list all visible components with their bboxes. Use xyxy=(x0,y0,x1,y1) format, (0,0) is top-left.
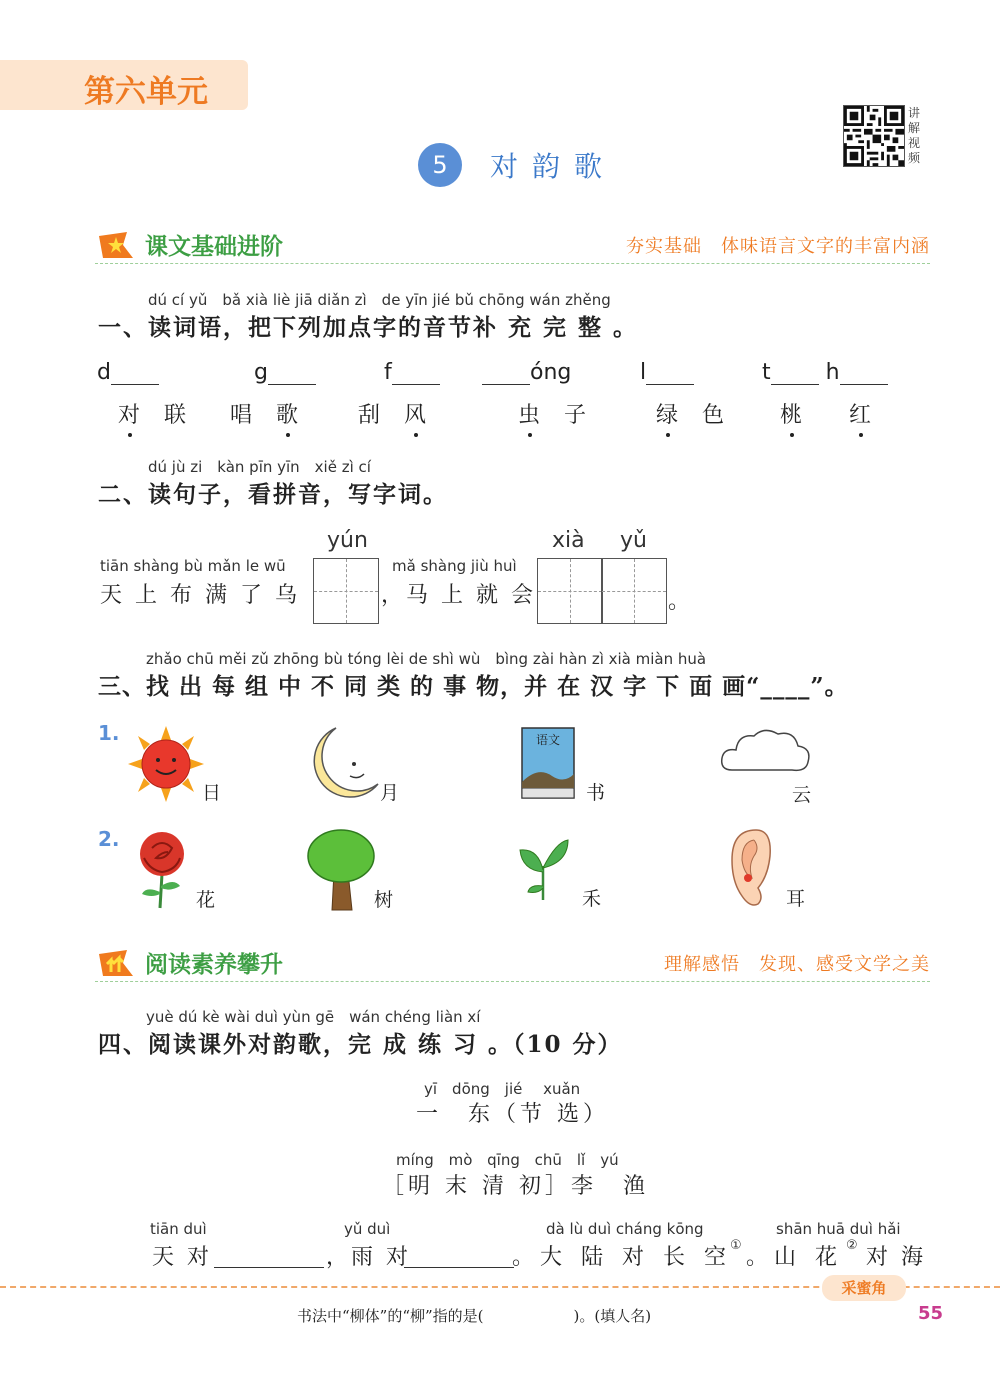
poem-line-pinyin-2: yǔ duì xyxy=(344,1220,391,1238)
poem-line-1b: ，雨 对 xyxy=(326,1245,411,1270)
book-cover-text: 语文 xyxy=(535,733,561,747)
q3-item-moon[interactable]: 月 xyxy=(380,782,400,804)
poem-title: 一 东（节 选） xyxy=(416,1102,609,1127)
q2-sentence-1: 天 上 布 满 了 乌 xyxy=(100,583,300,608)
footer-tag: 采蜜角 xyxy=(822,1275,906,1301)
poem-line-pinyin-1: tiān duì xyxy=(150,1220,207,1238)
poem-author-pinyin: míng mò qīng chū lǐ yú xyxy=(396,1151,619,1169)
q3-group-2-index: 2. xyxy=(98,827,120,851)
q1-word-4: 虫 子 xyxy=(518,403,588,428)
section-title: 阅读素养攀升 xyxy=(145,952,283,978)
poem-author: ［明 末 清 初］李 渔 xyxy=(382,1174,649,1199)
q4-pinyin: yuè dú kè wài duì yùn gē wán chéng liàn xí xyxy=(146,1008,481,1026)
poem-blank-2[interactable] xyxy=(404,1246,514,1268)
book-icon xyxy=(518,726,578,800)
q2-writing-box-3[interactable] xyxy=(601,558,667,624)
q3-item-book[interactable]: 书 xyxy=(586,782,606,804)
poem-blank-1[interactable] xyxy=(214,1246,324,1268)
q1-word-3: 刮 风 xyxy=(358,403,428,428)
poem-title-pinyin: yī dōng jié xuǎn xyxy=(424,1080,581,1098)
q1-blank-3[interactable]: f xyxy=(384,360,440,385)
q1-word-6: 桃 红 xyxy=(780,403,873,428)
footer-question: 书法中“柳体”的“柳”指的是( )。(填人名) xyxy=(297,1307,652,1325)
q3-item-cloud[interactable]: 云 xyxy=(792,784,812,806)
q2-box1-pinyin: yún xyxy=(327,528,368,553)
q1-blank-4[interactable]: óng xyxy=(482,360,571,385)
section-header-reading xyxy=(95,946,930,982)
lesson-title: 对韵歌 xyxy=(490,150,617,183)
q1-blank-2[interactable]: g xyxy=(254,360,316,385)
poem-note-2: ② xyxy=(846,1238,858,1253)
sun-icon xyxy=(126,726,206,802)
section-subtitle: 夯实基础 体味语言文字的丰富内涵 xyxy=(626,236,930,257)
poem-line-1e: 对 海 xyxy=(866,1245,926,1270)
q2-sentence-2: ，马 上 就 会 xyxy=(381,583,536,608)
seedling-icon xyxy=(516,836,570,902)
rose-icon xyxy=(130,830,194,910)
q3-item-flower[interactable]: 花 xyxy=(196,889,216,911)
poem-line-pinyin-4: shān huā duì hǎi xyxy=(776,1220,901,1238)
arrows-flag-icon xyxy=(97,948,135,978)
lesson-heading xyxy=(418,140,616,190)
lesson-number: 5 xyxy=(418,143,462,187)
q4-prompt: 四、阅读课外对韵歌，完 成 练 习 。（10 分） xyxy=(98,1031,623,1058)
section-title: 课文基础进阶 xyxy=(145,234,283,260)
q3-pinyin: zhǎo chū měi zǔ zhōng bù tóng lèi de shì wù bìng zài hàn zì xià miàn huà xyxy=(146,650,707,668)
q2-end-mark: 。 xyxy=(668,589,692,614)
q1-word-5: 绿 色 xyxy=(656,403,726,428)
poem-line-1a: 天 对 xyxy=(152,1245,212,1270)
q1-word-2: 唱 歌 xyxy=(230,403,300,428)
q1-prompt: 一、读词语，把下列加点字的音节补 充 完 整 。 xyxy=(98,314,639,341)
tree-icon xyxy=(306,828,376,912)
poem-line-pinyin-3: dà lù duì cháng kōng xyxy=(546,1220,704,1238)
cloud-icon xyxy=(718,726,814,778)
q3-group-1-index: 1. xyxy=(98,721,120,745)
q2-writing-box-2[interactable] xyxy=(537,558,603,624)
unit-tab xyxy=(0,60,248,110)
q2-sentence-pinyin-2: mǎ shàng jiù huì xyxy=(392,557,517,575)
q1-blank-1[interactable]: d xyxy=(97,360,159,385)
star-flag-icon xyxy=(97,230,135,260)
q2-pinyin: dú jù zi kàn pīn yīn xiě zì cí xyxy=(148,458,371,476)
ear-icon xyxy=(728,826,774,910)
moon-icon xyxy=(306,724,386,800)
q3-item-ear[interactable]: 耳 xyxy=(786,888,806,910)
section-header-basics xyxy=(95,228,930,264)
q3-prompt: 三、找 出 每 组 中 不 同 类 的 事 物，并 在 汉 字 下 面 画“____”。 xyxy=(98,673,849,700)
qr-label: 讲解视频 xyxy=(908,106,921,165)
q3-item-grain[interactable]: 禾 xyxy=(582,888,602,910)
section-subtitle: 理解感悟 发现、感受文学之美 xyxy=(664,954,930,975)
q2-box2-pinyin-b: yǔ xyxy=(620,528,647,553)
page-number: 55 xyxy=(918,1303,944,1324)
q2-box2-pinyin-a: xià xyxy=(552,528,585,553)
qr-code-icon[interactable] xyxy=(843,105,905,167)
unit-title: 第六单元 xyxy=(84,74,208,110)
poem-line-1d: 。山 花 xyxy=(746,1245,843,1270)
q3-item-sun[interactable]: 日 xyxy=(202,782,222,804)
q1-pinyin: dú cí yǔ bǎ xià liè jiā diǎn zì de yīn jié bǔ chōng wán zhěng xyxy=(148,291,611,309)
q1-blank-6[interactable]: t h xyxy=(762,360,888,385)
poem-line-1c: 。大 陆 对 长 空 xyxy=(512,1245,732,1270)
q2-sentence-pinyin-1: tiān shàng bù mǎn le wū xyxy=(100,557,286,575)
q3-item-tree[interactable]: 树 xyxy=(374,889,394,911)
q1-blank-5[interactable]: l xyxy=(640,360,694,385)
q2-prompt: 二、读句子，看拼音，写字词。 xyxy=(98,481,448,508)
q2-writing-box-1[interactable] xyxy=(313,558,379,624)
q1-word-1: 对 联 xyxy=(118,403,188,428)
poem-note-1: ① xyxy=(730,1238,742,1253)
